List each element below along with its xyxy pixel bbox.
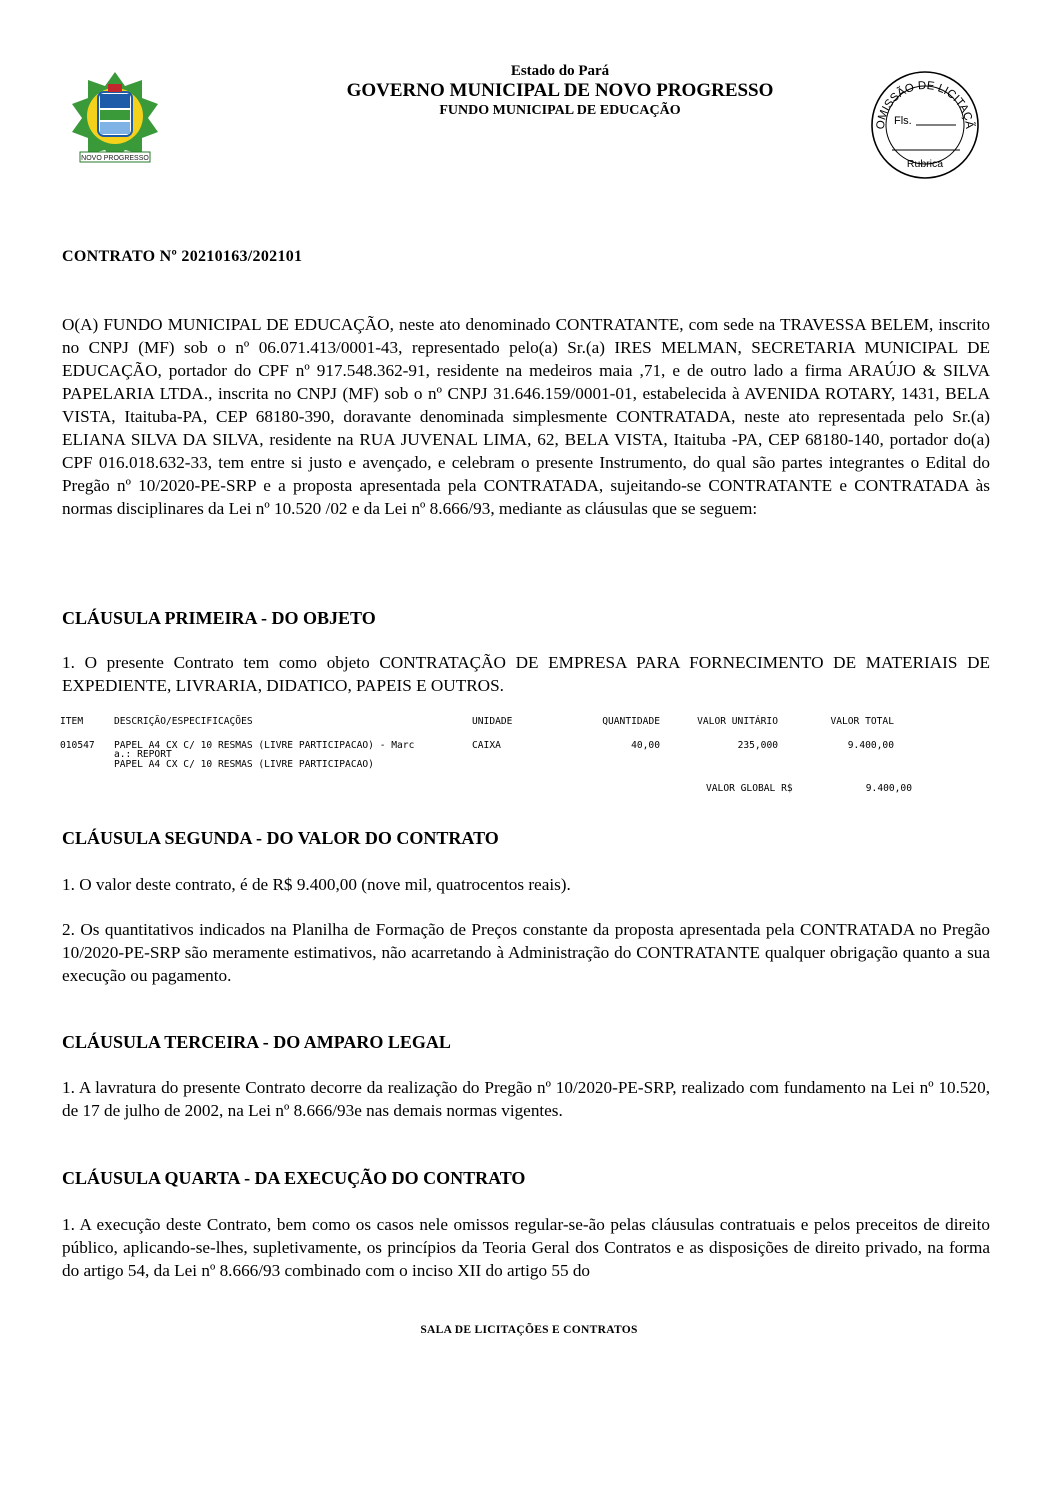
cell-unit-value: 235,000 xyxy=(737,740,778,751)
clause-1-paragraph-1: 1. O presente Contrato tem como objeto CONTRATAÇÃO DE EMPRESA PARA FORNECIMENTO DE MATERIAIS DE EXPEDIENTE, LIVRARIA, DIDATICO, PAPEIS E OUTROS. xyxy=(62,653,990,695)
municipal-coat-of-arms-logo xyxy=(70,70,160,170)
col-header-description: DESCRIÇÃO/ESPECIFICAÇÕES xyxy=(114,716,253,727)
clause-3-title: CLÁUSULA TERCEIRA - DO AMPARO LEGAL xyxy=(62,1032,451,1052)
global-value-row xyxy=(60,783,920,795)
global-value-amount: 9.400,00 xyxy=(865,783,912,794)
global-value-label: VALOR GLOBAL R$ xyxy=(706,783,793,794)
stamp-rubrica-label: Rubrica xyxy=(906,158,944,170)
contract-intro-paragraph: O(A) FUNDO MUNICIPAL DE EDUCAÇÃO, neste ato denominado CONTRATANTE, com sede na TRAVESSA BELEM, inscrito no CNPJ (MF) sob o nº 06.071.413/0001-43, representado pelo(a) Sr.(a) IRES MELMAN, SECRETARIA MUNICIPAL DE EDUCAÇÃO, portador do CPF nº 917.548.362-91, residente na medeiros maia ,71, e de outro lado a firma ARAÚJO & SILVA PAPELARIA LTDA., inscrita no CNPJ (MF) sob o nº CNPJ 31.646.159/0001-01, estabelecida à AVENIDA ROTARY, 1431, BELA VISTA, Itaituba-PA, CEP 68180-390, doravante denominada simplesmente CONTRATADA, neste ato representada pelo Sr.(a) ELIANA SILVA DA SILVA, residente na RUA JUVENAL LIMA, 62, BELA VISTA, Itaituba -PA, CEP 68180-140, portador do(a) CPF 016.018.632-33, tem entre si justo e avençado, e celebram o presente Instrumento, do qual são partes integrantes o Edital do Pregão nº 10/2020-PE-SRP e a proposta apresentada pela CONTRATADA, sujeitando-se CONTRATANTE e CONTRATADA às normas disciplinares da Lei nº 10.520 /02 e da Lei nº 8.666/93, mediante as cláusulas que se seguem: xyxy=(62,315,990,518)
header-fund: FUNDO MUNICIPAL DE EDUCAÇÃO xyxy=(439,103,681,118)
cell-quantity: 40,00 xyxy=(631,740,660,751)
cell-description-line-3: PAPEL A4 CX C/ 10 RESMAS (LIVRE PARTICIPACAO) xyxy=(114,759,374,770)
col-header-total: VALOR TOTAL xyxy=(830,716,894,727)
clause-2-title: CLÁUSULA SEGUNDA - DO VALOR DO CONTRATO xyxy=(62,828,499,848)
cell-description-line-2: a.: REPORT xyxy=(114,749,172,760)
clause-3-paragraph-1: 1. A lavratura do presente Contrato decorre da realização do Pregão nº 10/2020-PE-SRP, realizado com fundamento na Lei nº 10.520, de 17 de julho de 2002, na Lei nº 8.666/93e nas demais normas vigentes. xyxy=(62,1078,990,1120)
col-header-item: ITEM xyxy=(60,716,84,727)
col-header-unit-value: VALOR UNITÁRIO xyxy=(697,716,778,727)
header-government: GOVERNO MUNICIPAL DE NOVO PROGRESSO xyxy=(346,80,774,101)
items-table-header xyxy=(60,716,920,728)
clause-2-paragraph-1: 1. O valor deste contrato, é de R$ 9.400,00 (nove mil, quatrocentos reais). xyxy=(62,875,571,894)
document-header xyxy=(230,62,890,120)
table-row xyxy=(60,740,920,752)
items-table xyxy=(60,716,920,795)
col-header-quantity: QUANTIDADE xyxy=(602,716,660,727)
cell-description-line-1: PAPEL A4 CX C/ 10 RESMAS (LIVRE PARTICIPACAO) - Marc xyxy=(114,740,415,751)
contract-number: CONTRATO Nº 20210163/202101 xyxy=(62,248,303,265)
licitation-commission-stamp xyxy=(870,70,980,180)
clause-4-paragraph-1: 1. A execução deste Contrato, bem como os casos nele omissos regular-se-ão pelas cláusulas contratuais e pelos preceitos de direito público, aplicando-se-lhes, supletivamente, os princípios da Teoria Geral dos Contratos e as disposições de direito privado, na forma do artigo 54, da Lei nº 8.666/93 combinado com o inciso XII do artigo 55 do xyxy=(62,1215,990,1280)
cell-item: 010547 xyxy=(60,740,95,751)
header-state: Estado do Pará xyxy=(510,63,610,79)
stamp-fls-label: Fls. xyxy=(894,115,912,127)
cell-total: 9.400,00 xyxy=(847,740,894,751)
clause-1-title: CLÁUSULA PRIMEIRA - DO OBJETO xyxy=(62,608,376,628)
clause-2-paragraph-2: 2. Os quantitativos indicados na Planilha de Formação de Preços constante da proposta apresentada pela CONTRATADA no Pregão 10/2020-PE-SRP são meramente estimativos, não acarretando à Administração do CONTRATANTE qualquer obrigação quanto a sua execução ou pagamento. xyxy=(62,920,990,985)
page-footer: SALA DE LICITAÇÕES E CONTRATOS xyxy=(420,1324,638,1336)
col-header-unit: UNIDADE xyxy=(472,716,513,727)
stamp-ring-text: OMISSÃO DE LICITAÇÃ xyxy=(874,79,976,130)
cell-unit: CAIXA xyxy=(472,740,501,751)
table-row-continuation xyxy=(60,761,920,783)
clause-4-title: CLÁUSULA QUARTA - DA EXECUÇÃO DO CONTRATO xyxy=(62,1168,526,1188)
logo-caption: NOVO PROGRESSO xyxy=(81,155,149,162)
